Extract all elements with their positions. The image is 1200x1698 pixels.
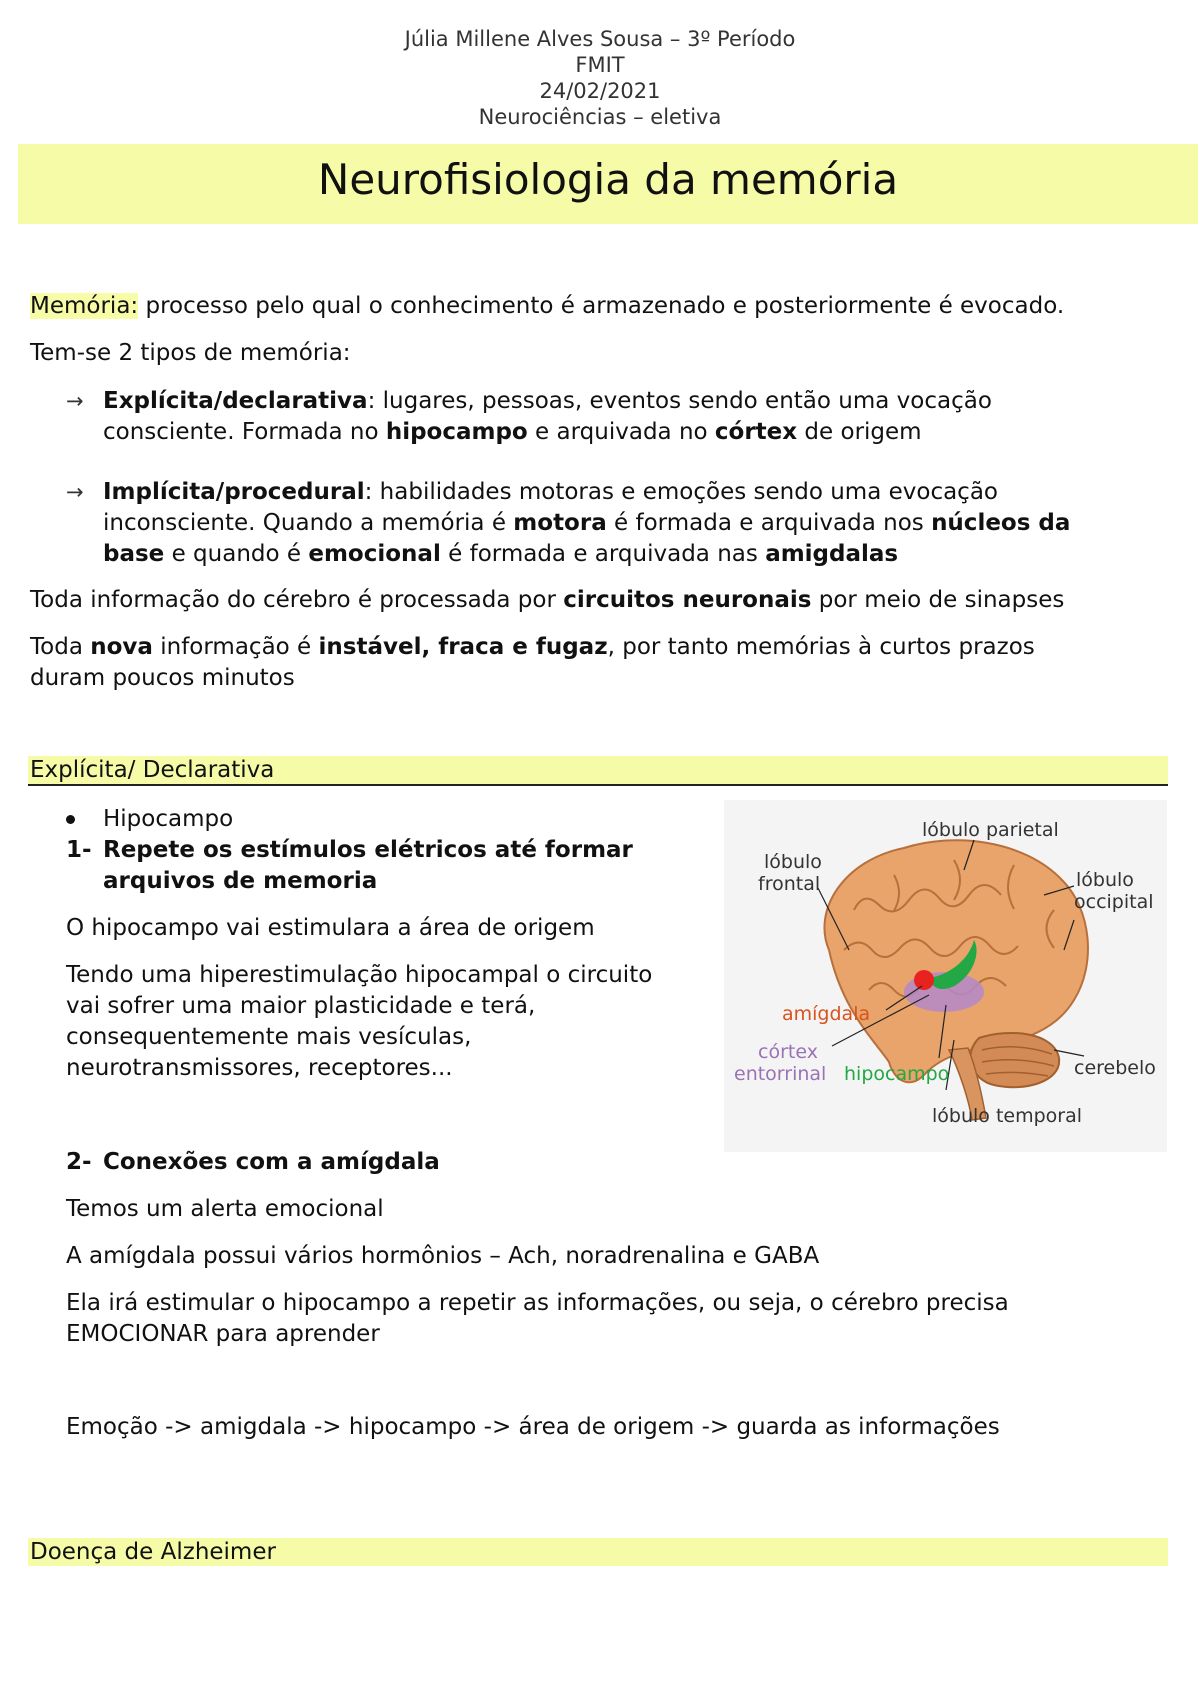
explicita-line-1: Explícita/declarativa: lugares, pessoas, eventos sendo então uma vocação: [103, 388, 992, 414]
implicita-line-2: inconsciente. Quando a memória é motora é formada e arquivada nos núcleos da: [103, 510, 1071, 536]
label-cerebelo: cerebelo: [1074, 1057, 1156, 1079]
label-lobulo-occipital-2: occipital: [1074, 891, 1154, 913]
explicita-line-2: consciente. Formada no hipocampo e arquivada no córtex de origem: [103, 419, 922, 445]
course-line: Neurociências – eletiva: [478, 105, 722, 129]
label-lobulo-frontal-2: frontal: [758, 873, 821, 895]
section-heading-explicita: Explícita/ Declarativa: [28, 756, 1168, 784]
implicita-line-3: base e quando é emocional é formada e arquivada nas amigdalas: [103, 541, 899, 567]
hiperestimulacao-line-2: vai sofrer uma maior plasticidade e terá,: [66, 993, 536, 1019]
document-header: [0, 26, 1200, 130]
date-line: 24/02/2021: [539, 79, 661, 103]
tipos-line: Tem-se 2 tipos de memória:: [30, 340, 351, 366]
memoria-label: Memória:: [30, 293, 139, 319]
label-hipocampo: hipocampo: [844, 1063, 950, 1085]
institution-line: FMIT: [575, 53, 625, 77]
item1-line-2: arquivos de memoria: [103, 868, 378, 894]
amigdala-shape: [914, 970, 934, 990]
author-line: Júlia Millene Alves Sousa – 3º Período: [404, 27, 796, 51]
item2-conexoes-amigdala: Conexões com a amígdala: [103, 1149, 440, 1175]
arrow-icon: →: [66, 389, 84, 413]
item1-line-1: Repete os estímulos elétricos até formar: [103, 837, 633, 863]
emocionar-line-1: Ela irá estimular o hipocampo a repetir as informações, ou seja, o cérebro precisa: [66, 1290, 1009, 1316]
hiperestimulacao-line-1: Tendo uma hiperestimulação hipocampal o circuito: [66, 962, 653, 988]
nova-informacao-line-1: Toda nova informação é instável, fraca e fugaz, por tanto memórias à curtos prazos: [30, 634, 1035, 660]
bullet-hipocampo: Hipocampo: [103, 806, 234, 832]
label-amigdala: amígdala: [782, 1003, 871, 1025]
brain-illustration: [724, 800, 1167, 1152]
alerta-emocional: Temos um alerta emocional: [66, 1196, 384, 1222]
amigdala-hormonios: A amígdala possui vários hormônios – Ach, noradrenalina e GABA: [66, 1243, 820, 1269]
circuitos-line: Toda informação do cérebro é processada por circuitos neuronais por meio de sinapses: [30, 587, 1065, 613]
hiperestimulacao-line-4: neurotransmissores, receptores...: [66, 1055, 453, 1081]
section-underline: [28, 784, 1168, 786]
implicita-line-1: Implícita/procedural: habilidades motoras e emoções sendo uma evocação: [103, 479, 998, 505]
item2-number: 2-: [66, 1149, 92, 1175]
hipocampo-estimula: O hipocampo vai estimulara a área de origem: [66, 915, 595, 941]
emocionar-line-2: EMOCIONAR para aprender: [66, 1321, 380, 1347]
section-heading-alzheimer: Doença de Alzheimer: [28, 1538, 1168, 1566]
label-lobulo-frontal-1: lóbulo: [764, 851, 822, 873]
brain-diagram: [724, 800, 1167, 1152]
label-cortex-1: córtex: [758, 1041, 818, 1063]
label-lobulo-parietal: lóbulo parietal: [922, 819, 1059, 841]
page-title: Neurofisiologia da memória: [317, 155, 899, 204]
bullet-dot-icon: [66, 815, 75, 824]
hiperestimulacao-line-3: consequentemente mais vesículas,: [66, 1024, 472, 1050]
item1-number: 1-: [66, 837, 92, 863]
nova-informacao-line-2: duram poucos minutos: [30, 665, 295, 691]
arrow-icon: →: [66, 480, 84, 504]
label-lobulo-temporal: lóbulo temporal: [932, 1105, 1083, 1127]
label-cortex-2: entorrinal: [734, 1063, 827, 1085]
label-lobulo-occipital-1: lóbulo: [1076, 869, 1134, 891]
memoria-definition: Memória: processo pelo qual o conhecimento é armazenado e posteriormente é evocado.: [30, 293, 1065, 319]
flow-line: Emoção -> amigdala -> hipocampo -> área de origem -> guarda as informações: [66, 1414, 1000, 1440]
